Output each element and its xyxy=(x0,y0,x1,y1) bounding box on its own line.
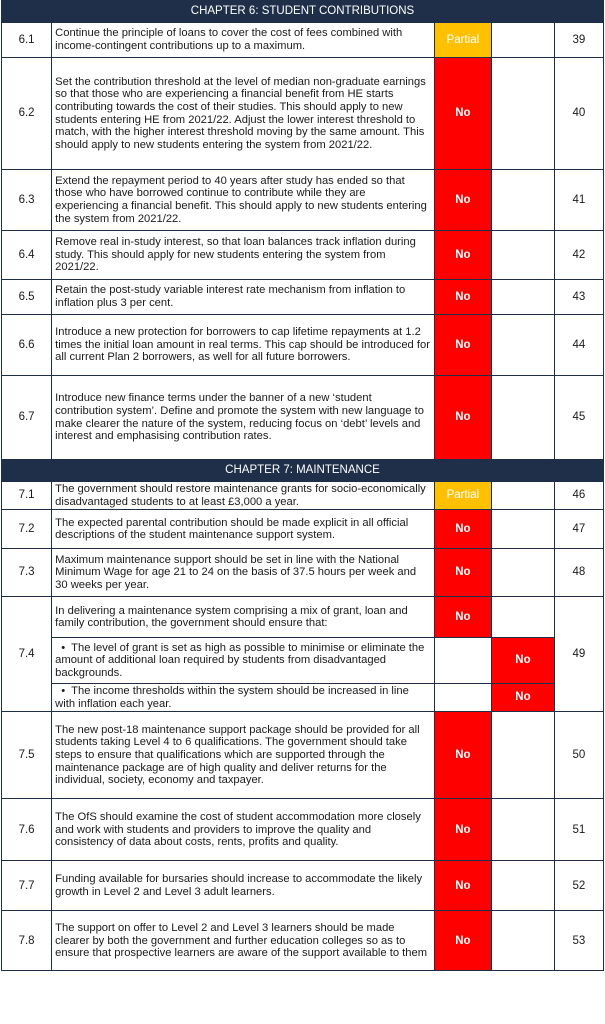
table-row xyxy=(2,23,604,58)
recommendations-table xyxy=(1,0,604,971)
rec-text: The expected parental contribution should be made explicit in all official descriptions of the student maintenance support system. xyxy=(52,510,435,549)
rec-number: 7.7 xyxy=(2,861,52,911)
bullet-icon: • xyxy=(61,685,66,698)
status-badge: No xyxy=(434,170,491,231)
blank-cell xyxy=(492,315,555,376)
chapter-6-header xyxy=(2,1,604,23)
table-row xyxy=(2,861,604,911)
blank-cell xyxy=(492,799,555,861)
blank-cell xyxy=(492,510,555,549)
rec-text: Continue the principle of loans to cover the cost of fees combined with income-contingent contributions up to a maximum. xyxy=(52,23,435,58)
status-badge: No xyxy=(434,861,491,911)
table-row xyxy=(2,638,604,684)
table-row xyxy=(2,549,604,597)
table-row xyxy=(2,280,604,315)
rec-number: 6.2 xyxy=(2,58,52,170)
status-badge: No xyxy=(434,231,491,280)
rec-text: Retain the post-study variable interest rate mechanism from inflation to inflation plus 3 per cent. xyxy=(52,280,435,315)
page-number: 50 xyxy=(554,712,603,799)
status-badge: Partial xyxy=(434,23,491,58)
rec-text: The support on offer to Level 2 and Level 3 learners should be made clearer by both the government and further education colleges so as to ensure that prospective learners are aware of the support available to them xyxy=(52,911,435,971)
blank-cell xyxy=(434,684,491,712)
rec-text: In delivering a maintenance system comprising a mix of grant, loan and family contribution, the government should ensure that: xyxy=(52,597,435,638)
rec-bullet xyxy=(52,684,435,712)
rec-text: Maximum maintenance support should be set in line with the National Minimum Wage for age 21 to 24 on the basis of 37.5 hours per week and 30 weeks per year. xyxy=(52,549,435,597)
page-number: 43 xyxy=(554,280,603,315)
page-number: 41 xyxy=(554,170,603,231)
table-row xyxy=(2,376,604,460)
table-row xyxy=(2,597,604,638)
blank-cell xyxy=(434,638,491,684)
status-badge: No xyxy=(434,376,491,460)
status-badge: No xyxy=(434,712,491,799)
table-row xyxy=(2,799,604,861)
table-row xyxy=(2,231,604,280)
table-row xyxy=(2,712,604,799)
status-badge: No xyxy=(434,597,491,638)
rec-number: 7.5 xyxy=(2,712,52,799)
table-row xyxy=(2,58,604,170)
page-number: 39 xyxy=(554,23,603,58)
page-number: 48 xyxy=(554,549,603,597)
status-badge: No xyxy=(492,638,555,684)
chapter-title: CHAPTER 6: STUDENT CONTRIBUTIONS xyxy=(2,1,604,23)
rec-text: The government should restore maintenance grants for socio-economically disadvantaged students to at least £3,000 a year. xyxy=(52,482,435,510)
bullet-icon: • xyxy=(61,641,66,654)
status-badge: Partial xyxy=(434,482,491,510)
table-row xyxy=(2,911,604,971)
rec-number: 6.3 xyxy=(2,170,52,231)
blank-cell xyxy=(492,23,555,58)
page-number: 45 xyxy=(554,376,603,460)
rec-text: Set the contribution threshold at the level of median non-graduate earnings so that those who are experiencing a financial benefit from HE starts contributing towards the cost of their studies. This should apply to new students entering HE from 2021/22. Adjust the lower interest threshold to match, with the higher interest threshold moving by the same amount. This should apply to new students entering the system from 2021/22. xyxy=(52,58,435,170)
rec-number: 7.4 xyxy=(2,597,52,712)
blank-cell xyxy=(492,170,555,231)
page-number: 51 xyxy=(554,799,603,861)
table-row xyxy=(2,482,604,510)
page-number: 42 xyxy=(554,231,603,280)
blank-cell xyxy=(492,597,555,638)
table-row xyxy=(2,315,604,376)
rec-text: The new post-18 maintenance support package should be provided for all students taking Level 4 to 6 qualifications. The government should take steps to ensure that qualifications which are supported through the maintenance package are of high quality and deliver returns for the individual, society, economy and taxpayer. xyxy=(52,712,435,799)
status-badge: No xyxy=(492,684,555,712)
page-number: 40 xyxy=(554,58,603,170)
rec-number: 7.6 xyxy=(2,799,52,861)
page-number: 44 xyxy=(554,315,603,376)
status-badge: No xyxy=(434,58,491,170)
rec-number: 7.3 xyxy=(2,549,52,597)
rec-number: 6.4 xyxy=(2,231,52,280)
status-badge: No xyxy=(434,799,491,861)
page-number: 53 xyxy=(554,911,603,971)
table-row xyxy=(2,684,604,712)
rec-text: Introduce new finance terms under the banner of a new ‘student contribution system’. Define and promote the system with new language to make clearer the nature of the system, reducing focus on ‘debt’ levels and interest and emphasising contribution rates. xyxy=(52,376,435,460)
blank-cell xyxy=(492,911,555,971)
rec-number: 6.6 xyxy=(2,315,52,376)
blank-cell xyxy=(492,861,555,911)
status-badge: No xyxy=(434,549,491,597)
rec-text: The OfS should examine the cost of student accommodation more closely and work with students and providers to improve the quality and consistency of data about costs, rents, profits and quality. xyxy=(52,799,435,861)
table-row xyxy=(2,510,604,549)
blank-cell xyxy=(492,280,555,315)
rec-text: Extend the repayment period to 40 years after study has ended so that those who have borrowed continue to contribute while they are experiencing a financial benefit. This should apply to new students entering the system from 2021/22. xyxy=(52,170,435,231)
table-row xyxy=(2,170,604,231)
blank-cell xyxy=(492,376,555,460)
page-number: 52 xyxy=(554,861,603,911)
rec-number: 7.8 xyxy=(2,911,52,971)
rec-number: 6.5 xyxy=(2,280,52,315)
rec-number: 6.1 xyxy=(2,23,52,58)
bullet-text: The income thresholds within the system should be increased in line with inflation each year. xyxy=(55,685,409,710)
blank-cell xyxy=(492,549,555,597)
bullet-text: The level of grant is set as high as possible to minimise or eliminate the amount of additional loan required by students from disadvantaged backgrounds. xyxy=(55,641,425,679)
status-badge: No xyxy=(434,280,491,315)
rec-text: Funding available for bursaries should increase to accommodate the likely growth in Level 2 and Level 3 adult learners. xyxy=(52,861,435,911)
rec-number: 7.1 xyxy=(2,482,52,510)
rec-number: 6.7 xyxy=(2,376,52,460)
rec-text: Remove real in-study interest, so that loan balances track inflation during study. This should apply for new students entering the system from 2021/22. xyxy=(52,231,435,280)
blank-cell xyxy=(492,231,555,280)
status-badge: No xyxy=(434,315,491,376)
status-badge: No xyxy=(434,911,491,971)
rec-number: 7.2 xyxy=(2,510,52,549)
status-badge: No xyxy=(434,510,491,549)
chapter-7-header xyxy=(2,460,604,482)
rec-bullet xyxy=(52,638,435,684)
page-number: 46 xyxy=(554,482,603,510)
page-number: 49 xyxy=(554,597,603,712)
rec-text: Introduce a new protection for borrowers to cap lifetime repayments at 1.2 times the initial loan amount in real terms. This cap should be introduced for all current Plan 2 borrowers, as well for all future borrowers. xyxy=(52,315,435,376)
page-number: 47 xyxy=(554,510,603,549)
chapter-title: CHAPTER 7: MAINTENANCE xyxy=(2,460,604,482)
blank-cell xyxy=(492,482,555,510)
blank-cell xyxy=(492,58,555,170)
blank-cell xyxy=(492,712,555,799)
